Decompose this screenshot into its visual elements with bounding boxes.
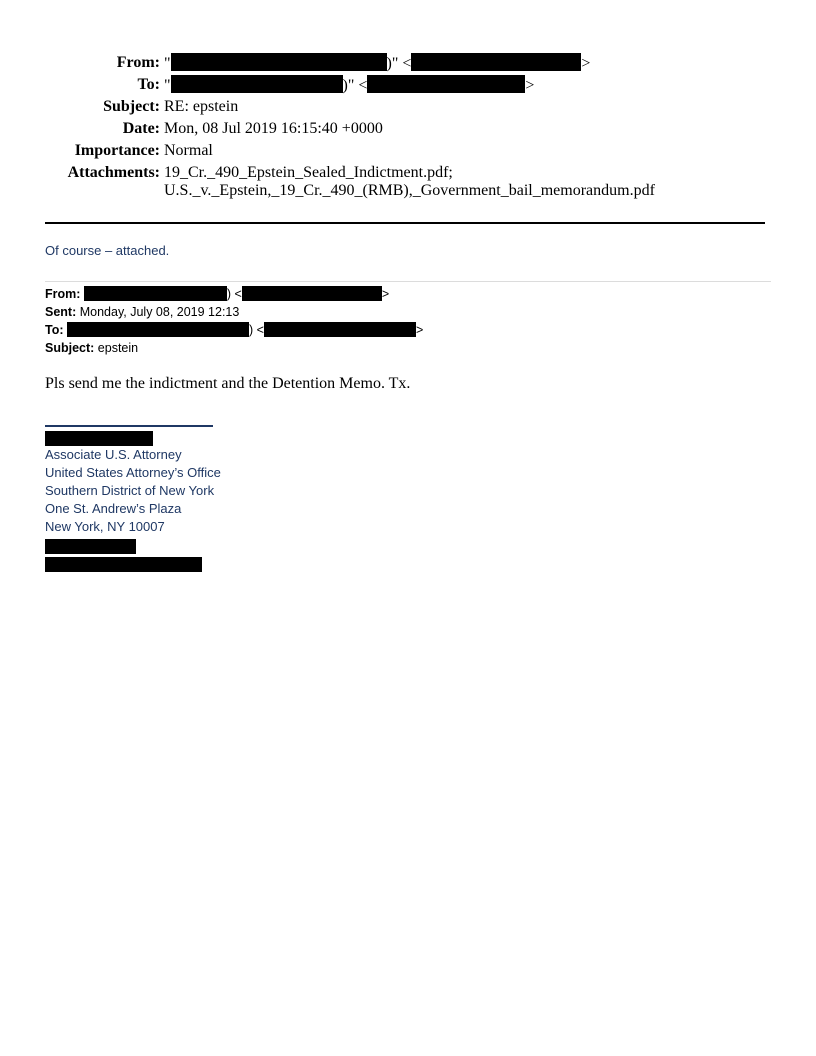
header-date-row <box>0 119 760 139</box>
original-sent-value: Monday, July 08, 2019 12:13 <box>79 305 240 319</box>
attachment-2[interactable]: U.S._v._Epstein,_19_Cr._490_(RMB),_Government_bail_memorandum.pdf <box>164 182 655 199</box>
original-to-row: To: ) < > <box>45 323 424 337</box>
date-label: Date: <box>122 120 160 137</box>
header-to-row <box>0 75 760 95</box>
original-from-label: From: <box>45 287 81 301</box>
signature-line-city: New York, NY 10007 <box>45 519 165 534</box>
signature-line-title: Associate U.S. Attorney <box>45 447 182 462</box>
importance-label: Importance: <box>74 142 160 159</box>
signature-line-office: United States Attorney’s Office <box>45 465 221 480</box>
subject-label: Subject: <box>103 98 160 115</box>
subject-value: RE: epstein <box>164 98 239 115</box>
redaction <box>84 286 227 301</box>
from-label: From: <box>116 54 160 71</box>
header-attachments-row <box>0 163 760 183</box>
message-body: Pls send me the indictment and the Detention Memo. Tx. <box>45 375 411 392</box>
importance-value: Normal <box>164 142 213 159</box>
signature-name-redaction <box>45 431 153 446</box>
quote-divider <box>45 281 771 282</box>
redaction <box>242 286 382 301</box>
reply-text: Of course – attached. <box>45 243 170 258</box>
to-label: To: <box>137 76 160 93</box>
header-divider <box>45 222 765 224</box>
attachment-1[interactable]: 19_Cr._490_Epstein_Sealed_Indictment.pdf; <box>164 164 453 181</box>
original-from-row: From: ) < > <box>45 287 390 301</box>
signature-rule <box>45 425 213 427</box>
date-value: Mon, 08 Jul 2019 16:15:40 +0000 <box>164 120 383 137</box>
original-subject-value: epstein <box>97 341 139 355</box>
header-from-row <box>0 53 760 73</box>
redaction <box>67 322 249 337</box>
original-to-label: To: <box>45 323 64 337</box>
redaction <box>264 322 416 337</box>
header-importance-row <box>0 141 760 161</box>
original-sent-label: Sent: <box>45 305 77 319</box>
header-attachments-row-2 <box>0 181 760 201</box>
header-subject-row <box>0 97 760 117</box>
original-sent-row <box>45 303 785 321</box>
redaction <box>171 53 387 71</box>
original-subject-label: Subject: <box>45 341 95 355</box>
from-value: " )" < > <box>164 55 591 72</box>
original-subject-row <box>45 339 785 357</box>
attachments-label: Attachments: <box>67 164 160 181</box>
redaction <box>171 75 343 93</box>
redaction <box>367 75 525 93</box>
signature-line-district: Southern District of New York <box>45 483 215 498</box>
signature-phone-redaction <box>45 539 136 554</box>
to-value: " )" < > <box>164 77 535 94</box>
signature-email-redaction <box>45 557 202 572</box>
redaction <box>411 53 581 71</box>
signature-line-street: One St. Andrew’s Plaza <box>45 501 182 516</box>
